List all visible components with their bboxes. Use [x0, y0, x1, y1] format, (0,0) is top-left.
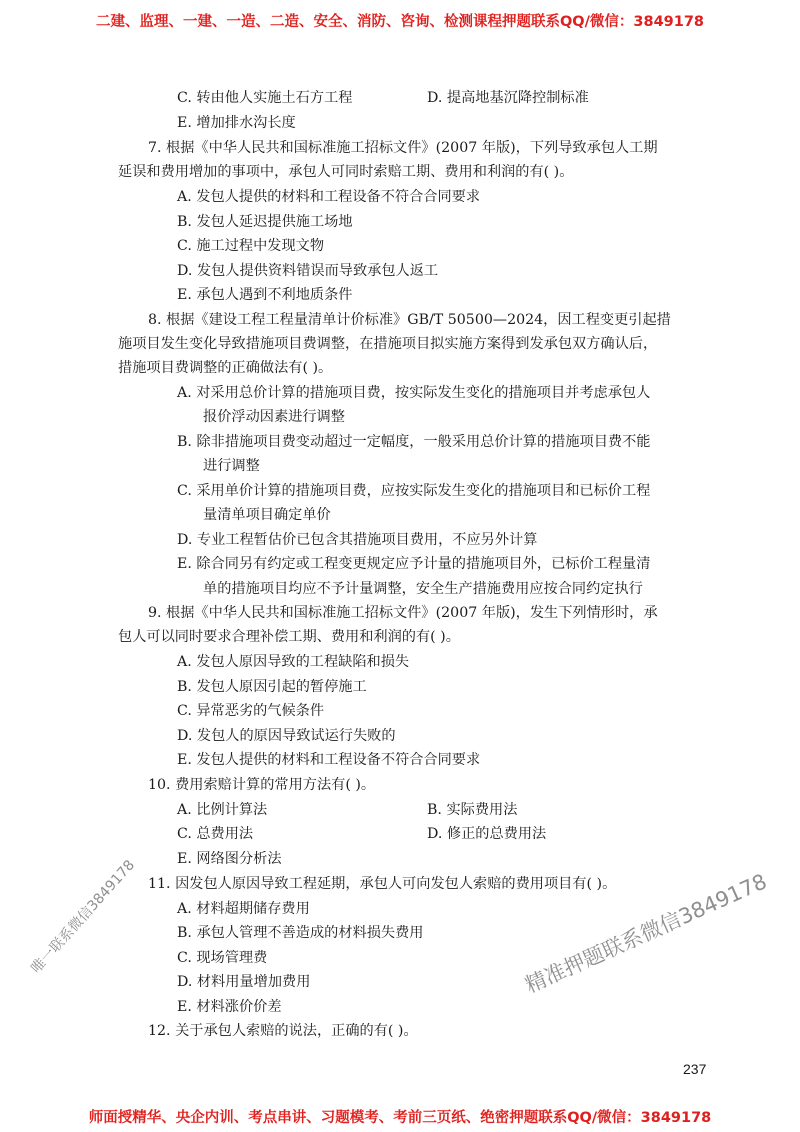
q10-option-d: D. 修正的总费用法: [427, 826, 547, 842]
q9-option-e: E. 发包人提供的材料和工程设备不符合合同要求: [177, 752, 481, 768]
q8-option-e-line2: 单的措施项目均应不予计量调整，安全生产措施费用应按合同约定执行: [203, 581, 643, 597]
q11-stem: 11. 因发包人原因导致工程延期，承包人可向发包人索赔的费用项目有( )。: [148, 876, 617, 892]
q8-option-b-line2: 进行调整: [203, 458, 260, 474]
q9-stem-line2: 包人可以同时要求合理补偿工期、费用和利润的有( )。: [118, 629, 460, 645]
q10-option-a: A. 比例计算法: [177, 802, 268, 818]
q9-option-b: B. 发包人原因引起的暂停施工: [177, 679, 367, 695]
q11-option-b: B. 承包人管理不善造成的材料损失费用: [177, 925, 424, 941]
q9-stem-line1: 9. 根据《中华人民共和国标准施工招标文件》(2007 年版)，发生下列情形时，承: [148, 605, 658, 621]
q7-option-c: C. 施工过程中发现文物: [177, 238, 325, 254]
q9-option-a: A. 发包人原因导致的工程缺陷和损失: [177, 654, 410, 670]
q11-option-a: A. 材料超期储存费用: [177, 901, 310, 917]
q9-option-c: C. 异常恶劣的气候条件: [177, 703, 325, 719]
bottom-banner: 师面授精华、央企内训、考点串讲、习题模考、考前三页纸、绝密押题联系QQ/微信：3849178: [88, 1110, 712, 1126]
q8-stem-line3: 措施项目费调整的正确做法有( )。: [118, 360, 333, 376]
q8-option-a-line2: 报价浮动因素进行调整: [203, 409, 345, 425]
q7-option-b: B. 发包人延迟提供施工场地: [177, 214, 353, 230]
q8-stem-line2: 施项目发生变化导致措施项目费调整，在措施项目拟实施方案得到发承包双方确认后，: [118, 336, 658, 352]
q6-option-e: E. 增加排水沟长度: [177, 115, 296, 131]
q8-option-d: D. 专业工程暂估价已包含其措施项目费用，不应另外计算: [177, 532, 538, 548]
q7-stem-line1: 7. 根据《中华人民共和国标准施工招标文件》(2007 年版)，下列导致承包人工期: [148, 140, 658, 156]
top-banner: 二建、监理、一建、一造、二造、安全、消防、咨询、检测课程押题联系QQ/微信：3849178: [95, 14, 705, 30]
q7-option-d: D. 发包人提供资料错误而导致承包人返工: [177, 263, 439, 279]
q12-stem: 12. 关于承包人索赔的说法，正确的有( )。: [148, 1023, 418, 1039]
q10-option-b: B. 实际费用法: [427, 802, 518, 818]
q10-stem: 10. 费用索赔计算的常用方法有( )。: [148, 777, 376, 793]
q8-option-c-line2: 量清单项目确定单价: [203, 507, 331, 523]
q7-stem-line2: 延误和费用增加的事项中，承包人可同时索赔工期、费用和利润的有( )。: [118, 164, 574, 180]
q11-option-d: D. 材料用量增加费用: [177, 974, 311, 990]
q9-option-d: D. 发包人的原因导致试运行失败的: [177, 728, 396, 744]
q6-option-c: C. 转由他人实施土石方工程: [177, 90, 353, 106]
q10-option-c: C. 总费用法: [177, 826, 254, 842]
q10-option-e: E. 网络图分析法: [177, 851, 282, 867]
watermark-left: 唯一联系微信3849178: [28, 857, 139, 977]
q11-option-e: E. 材料涨价价差: [177, 999, 282, 1015]
q6-option-d: D. 提高地基沉降控制标准: [427, 90, 589, 106]
q8-option-a-line1: A. 对采用总价计算的措施项目费，按实际发生变化的措施项目并考虑承包人: [177, 385, 651, 401]
q7-option-a: A. 发包人提供的材料和工程设备不符合合同要求: [177, 189, 481, 205]
page-number: 237: [683, 1061, 707, 1077]
q8-option-e-line1: E. 除合同另有约定或工程变更规定应予计量的措施项目外，已标价工程量清: [177, 556, 651, 572]
q8-option-c-line1: C. 采用单价计算的措施项目费，应按实际发生变化的措施项目和已标价工程: [177, 483, 651, 499]
q7-option-e: E. 承包人遇到不利地质条件: [177, 287, 353, 303]
watermark-right: 精准押题联系微信3849178: [521, 869, 771, 998]
q11-option-c: C. 现场管理费: [177, 950, 268, 966]
q8-stem-line1: 8. 根据《建设工程工程量清单计价标准》GB/T 50500—2024，因工程变更引起措: [148, 312, 671, 328]
q8-option-b-line1: B. 除非措施项目费变动超过一定幅度，一般采用总价计算的措施项目费不能: [177, 434, 651, 450]
